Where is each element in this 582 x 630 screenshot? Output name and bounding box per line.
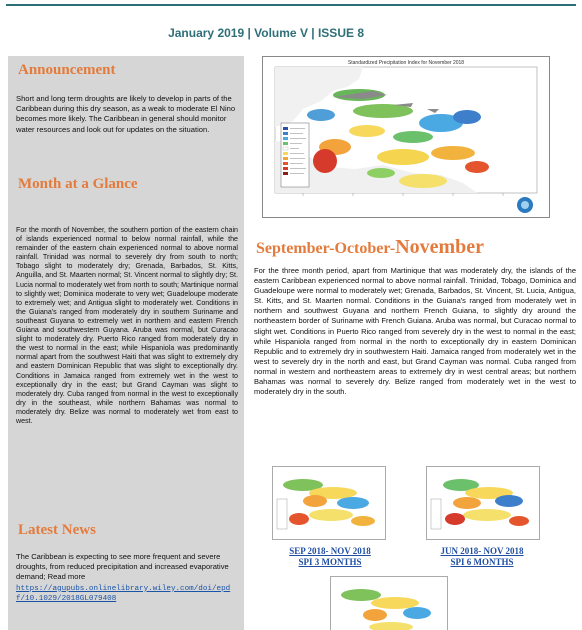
latest-news-title: Latest News (18, 522, 96, 538)
spi-6-month-thumbnail[interactable] (426, 466, 540, 540)
latest-news-body: The Caribbean is expecting to see more frequent and severe droughts, from reduced precipitation and increased evaporative demand; Read more (16, 552, 229, 582)
issue-header: January 2019 | Volume V | ISSUE 8 (168, 26, 364, 40)
title-part2: November (395, 236, 485, 258)
spi-6-month-caption-line1: JUN 2018- NOV 2018 (440, 546, 524, 556)
spi-3-month-caption-line2: SPI 3 MONTHS (298, 557, 362, 567)
spi-3-month-map (273, 467, 385, 539)
latest-news-text (16, 552, 238, 604)
announcement-title: Announcement (18, 62, 116, 78)
caribbean-map-graphic (263, 57, 551, 219)
spi-6-month-map (427, 467, 539, 539)
sidebar (8, 56, 244, 630)
spi-6-month-caption-line2: SPI 6 MONTHS (450, 557, 514, 567)
spi-map-image (262, 56, 550, 218)
month-at-a-glance-title: Month at a Glance (18, 176, 138, 192)
spi-3-month-caption-line1: SEP 2018- NOV 2018 (289, 546, 371, 556)
month-at-a-glance-text: For the month of November, the southern portion of the eastern chain of islands experienced normal to below normal rainfall, while the remainder of the eastern chain experienced normal to above normal rainfall. Trinidad was normal to severely dry from south to north; Tobago slight to moderately dry; Grenada, Barbados, St. Kitts, Anguilla, and St. Maarten normal; St. Vincent normal to slightly dry; St. Lucia normal to moderately wet from north to south; Martinique normal to slightly wet; Dominica moderate to very wet; Guadeloupe moderate to extremely wet; and Antigua slight to moderately wet. Conditions in the Guiana's ranged from moderately dry in southern Suriname and southeast Guyana to extremely wet in northern and eastern French Guiana and southwestern Guyana. Aruba was normal, but Curacao slight to moderately dry. Puerto Rico ranged from moderately dry in the west to normal in the east; while Hispaniola was predominantly normal apart from the southwest Haiti that was slight to extremely dry and eastern Dominican Republic that was slight to exceptionally dry. Conditions in Jamaica ranged from extremely wet in the west to exceptionally dry in the east; but Grand Cayman was slight to moderately dry. Cuba ranged from normal in the west to exceptionally dry in the southeast, while northern Bahamas was normal to moderately dry. Belize was normal to moderately wet from east to west. (16, 226, 238, 425)
spi-3-month-thumbnail[interactable] (272, 466, 386, 540)
title-part1: September-October- (256, 240, 396, 257)
announcement-text: Short and long term droughts are likely to develop in parts of the Caribbean during this dry season, as a weak to moderate El Nino becomes more likely. The Caribbean in general should monitor water resources and look out for updates on the situation. (16, 94, 236, 134)
spi-additional-thumbnail[interactable] (330, 576, 448, 630)
spi-3-month-caption[interactable] (272, 546, 388, 568)
spi-additional-map (331, 577, 447, 630)
spi-6-month-caption[interactable] (424, 546, 540, 568)
main-section-title (256, 236, 484, 259)
three-month-text: For the three month period, apart from Martinique that was moderately dry, the islands of the eastern Caribbean experienced normal to above normal rainfall. Trinidad, Tobago, Dominica and Guadeloupe were normal to moderately wet; Grenada, Barbados, St. Vincent, St. Lucia, Antigua, St. Kitts, and St. Maarten normal. Conditions in the Guiana's ranged from moderately wet in northern and southwest Guyana and northern French Guiana, to slightly dry around the northeastern border of Suriname with French Guiana. Aruba was normal, but Curacao normal to slight wet. Conditions in Puerto Rico ranged from severely dry in the west to normal in the east; while Hispaniola ranged from normal in the north to exceptionally dry in eastern Dominican Republic and to extremely dry in southwestern Haiti. Jamaica ranged from moderately wet in the west to severely dry in the north and east, but Grand Cayman was normal. Cuba ranged from normal in western and northeastern areas to extremely dry in west central areas; but northern Bahamas was normal to severely dry. Belize ranged from moderately wet in the west to moderately dry in the south. (254, 266, 576, 397)
map-title: Standardized Precipitation Index for November 2018 (347, 60, 465, 66)
top-rule (6, 4, 576, 6)
latest-news-link[interactable]: https://agupubs.onlinelibrary.wiley.com/doi/epdf/10.1029/2018GL079408 (16, 584, 231, 603)
